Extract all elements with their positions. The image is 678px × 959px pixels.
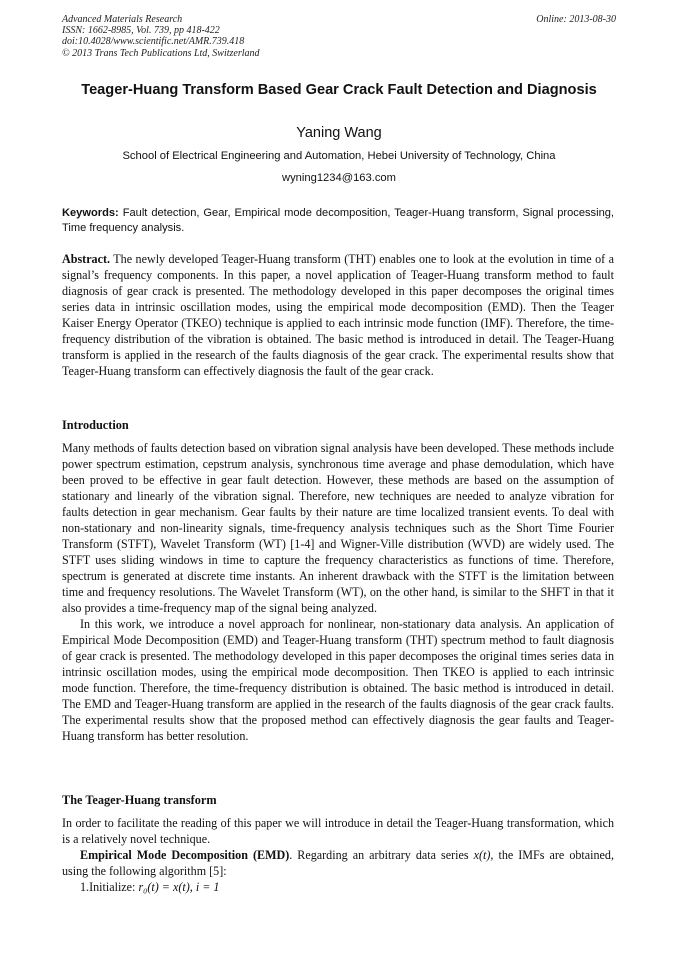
introduction-paragraph: In this work, we introduce a novel approach for nonlinear, non-stationary data analysis. An application of Empirical Mode Decomposition (EMD) and Teager-Huang transform (THT) spectrum method to fault diagnosis of gear crack is presented. The methodology developed in this paper decomposes the original times series data in intrinsic oscillation modes, using the empirical mode decomposition. Then TKEO is applied to each intrinsic mode function. Therefore, the time-frequency distribution is obtained. The basic method is introduced in detail. The EMD and Teager-Huang transform are applied in the research of the faults diagnosis of the gear crack faults. The experimental results show that the proposed method can effectively diagnosis the gear faults and Teager-Huang transform has better resolution. (62, 617, 614, 743)
emd-text-after: , the IMFs are obtained, using the following algorithm [5]: (62, 848, 614, 878)
keywords-label: Keywords: (62, 207, 119, 219)
introduction-heading: Introduction (62, 418, 129, 432)
emd-paragraph (62, 847, 614, 879)
journal-doi[interactable]: doi:10.4028/www.scientific.net/AMR.739.418 (62, 36, 245, 48)
emd-label: Empirical Mode Decomposition (EMD) (80, 848, 290, 862)
paper-affiliation: School of Electrical Engineering and Automation, Hebei University of Technology, China (122, 150, 556, 162)
introduction-paragraph: Many methods of faults detection based on vibration signal analysis have been developed. These methods include power spectrum estimation, cepstrum analysis, synchronous time average and phase demodulation, which have been proved to be effective in gear fault detection. However, these methods are based on the assumption of stationary and linearly of the vibration signal. Therefore, new techniques are needed to analyze vibration for faults detection in gear mechanism. Gear faults by their nature are time localized transient events. To deal with non-stationary and non-linearity signals, time-frequency analysis techniques such as the Short Time Fourier Transform (STFT), Wavelet Transform (WT) [1-4] and Wigner-Ville distribution (WVD) are widely used. The STFT uses sliding windows in time to capture the frequency characteristics as functions of time. Therefore, spectrum is generated at discrete time instants. An inherent drawback with the STFT is the limitation between time and frequency resolutions. The Wavelet Transform (WT), on the other hand, is similar to the SHFT in that it also provides a time-frequency map of the signal being analyzed. (62, 441, 614, 615)
step1-label: 1.Initialize: (80, 880, 136, 894)
step1-formula: r₀(t) = x(t), i = 1 (138, 880, 220, 894)
abstract-label: Abstract. (62, 252, 111, 266)
emd-text-before: . Regarding an arbitrary data series (289, 848, 469, 862)
journal-info (62, 14, 616, 59)
tht-section-body (62, 815, 614, 895)
author-email[interactable]: wyning1234@163.com (282, 172, 396, 184)
introduction-body (62, 440, 614, 744)
tht-section-heading: The Teager-Huang transform (62, 793, 217, 807)
algorithm-step-1 (62, 879, 614, 895)
abstract-text: The newly developed Teager-Huang transform (THT) enables one to look at the evolution in time of a signal’s frequency components. In this paper, a novel application of Teager-Huang transform method to fault diagnosis of gear crack is presented. The methodology developed in this paper decomposes the original times series data in intrinsic oscillation modes, using the empirical mode decomposition (EMD). Then the Teager Kaiser Energy Operator (TKEO) technique is applied to each intrinsic mode function (IMF). Therefore, the time-frequency distribution of the vibration is obtained. The basic method is introduced in detail. The Teager-Huang transform is applied in the research of the faults diagnosis of the gear crack. The experimental results show that Teager-Huang transform can effectively diagnosis the fault of the gear crack. (62, 252, 614, 378)
journal-header (62, 14, 616, 59)
journal-copyright: © 2013 Trans Tech Publications Ltd, Switzerland (62, 47, 260, 59)
journal-name: Advanced Materials Research (62, 14, 183, 25)
journal-issn: ISSN: 1662-8985, Vol. 739, pp 418-422 (62, 25, 220, 37)
paper-title: Teager-Huang Transform Based Gear Crack Fault Detection and Diagnosis (81, 82, 597, 98)
tht-intro-paragraph: In order to facilitate the reading of this paper we will introduce in detail the Teager-Huang transformation, which is a relatively novel technique. (62, 816, 614, 846)
abstract (62, 251, 614, 379)
keywords (62, 206, 614, 236)
online-date: Online: 2013-08-30 (536, 14, 616, 25)
keywords-text: Fault detection, Gear, Empirical mode decomposition, Teager-Huang transform, Signal processing, Time frequency analysis. (62, 207, 614, 234)
paper-author: Yaning Wang (296, 125, 382, 141)
emd-variable: x(t) (473, 848, 491, 862)
